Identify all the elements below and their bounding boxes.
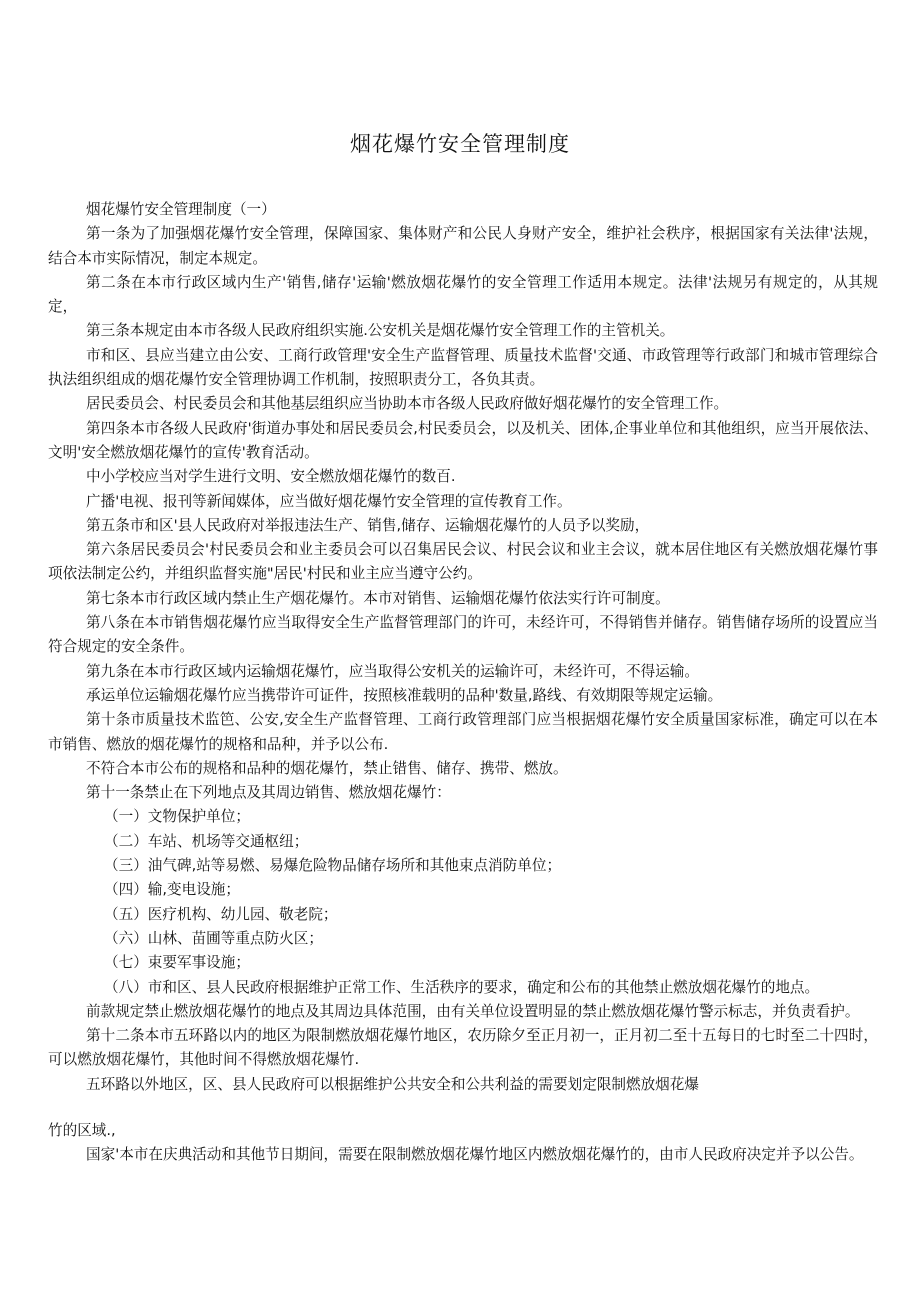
paragraph: 第七条本市行政区域内禁止生产烟花爆竹。本市对销售、运输烟花爆竹依法实行许可制度。	[86, 589, 670, 607]
continuation-line: 竹的区域.,	[48, 1121, 116, 1139]
paragraph: 承运单位运输烟花爆竹应当携带许可证件，按照核准载明的品种'数量,路线、有效期限等规定运输。	[86, 686, 723, 704]
paragraph: 第五条市和区'县人民政府对举报违法生产、销售,储存、运输烟花爆竹的人员予以奖励，	[86, 516, 650, 534]
paragraph: 第六条居民委员会'村民委员会和业主委员会可以召集居民会议、村民会议和业主会议，就本居住地区有关燃放烟花爆竹事项依法制定公约，并组织监督实施"居民'村民和业主应当遵守公约。	[48, 541, 878, 583]
list-item: （一）文物保护单位；	[104, 808, 250, 826]
page-gap	[48, 1097, 878, 1119]
list-item: （八）市和区、县人民政府根据维护正常工作、生活秩序的要求，确定和公布的其他禁止燃放烟花爆竹的地点。	[104, 978, 820, 996]
paragraph: 第十条市质量技术监笆、公安,安全生产监督管理、工商行政管理部门应当根据烟花爆竹安全质量国家标准，确定可以在本市销售、燃放的烟花爆竹的规格和品种，并予以公布.	[48, 711, 878, 753]
paragraph: 市和区、县应当建立由公安、工商行政管理'安全生产监督管理、质量技术监督'交通、市政管理等行政部门和城市管理综合执法组织组成的烟花爆竹安全管理协调工作机制，按照职责分工，各负其责。	[48, 346, 878, 389]
paragraph: 中小学校应当对学生进行文明、安全燃放烟花爆竹的数百.	[86, 468, 456, 486]
paragraph: 第二条在本市行政区域内生产'销售,储存'运输'燃放烟花爆竹的安全管理工作适用本规定。法律'法规另有规定的，从其规定，	[48, 273, 878, 316]
paragraph: 第九条在本市行政区域内运输烟花爆竹，应当取得公安机关的运输许可，未经许可，不得运输。	[86, 662, 699, 680]
paragraph: 居民委员会、村民委员会和其他基层组织应当协助本市各级人民政府做好烟花爆竹的安全管理工作。	[86, 395, 729, 413]
paragraph: 烟花爆竹安全管理制度（一）	[86, 201, 276, 218]
paragraph: 国家'本市在庆典活动和其他节日期间，需要在限制燃放烟花爆竹地区内燃放烟花爆竹的，由市人民政府决定并予以公告。	[86, 1146, 864, 1164]
paragraph: 第三条本规定由本市各级人民政府组织实施.公安机关是烟花爆竹安全管理工作的主管机关。	[86, 322, 675, 340]
list-item: （五）医疗机构、幼儿园、敬老院；	[104, 905, 338, 923]
document-title: 烟花爆竹安全管理制度	[350, 132, 570, 156]
paragraph: 第十二条本市五环路以内的地区为限制燃放烟花爆竹地区，农历除夕至正月初一，正月初二至十五每日的七时至二十四时，可以燃放烟花爆竹，其他时间不得燃放烟花爆竹.	[48, 1027, 878, 1069]
paragraph: 前款规定禁止燃放烟花爆竹的地点及其周边具体范围，由有关单位设置明显的禁止燃放烟花爆竹警示标志，并负责看护。	[86, 1002, 860, 1020]
list-item: （七）束要军事设施；	[104, 954, 250, 972]
paragraph: 第四条本市各级人民政府'街道办事处和居民委员会,村民委员会，以及机关、团体,企事业单位和其他组织，应当开展依法、文明'安全燃放烟花爆竹的宣传'教育活动。	[48, 419, 878, 461]
paragraph: 第八条在本市销售烟花爆竹应当取得安全生产监督管理部门的许可，未经许可，不得销售并储存。销售储存场所的设置应当符合规定的安全条件。	[48, 614, 878, 656]
paragraph: 五环路以外地区，区、县人民政府可以根据维护公共安全和公共利益的需要划定限制燃放烟花爆	[86, 1075, 699, 1093]
list-item: （三）油气碑,站等易燃、易爆危险物品储存场所和其他束点消防单位；	[104, 857, 562, 875]
list-item: （四）输,变电设施；	[104, 881, 240, 899]
paragraph: 第一条为了加强烟花爆竹安全管理，保障国家、集体财产和公民人身财产安全，维护社会秩序，根据国家有关法律'法规，结合本市实际情况，制定本规定。	[48, 225, 878, 267]
document-body	[48, 198, 878, 1168]
list-item: （六）山林、苗圃等重点防火区；	[104, 929, 323, 947]
paragraph: 广播'电视、报刊等新闻媒体，应当做好烟花爆竹安全管理的宣传教育工作。	[86, 492, 572, 510]
list-item: （二）车站、机场等交通枢纽；	[104, 832, 309, 850]
paragraph: 第十一条禁止在下列地点及其周边销售、燃放烟花爆竹：	[86, 784, 451, 802]
paragraph: 不符合本市公布的规格和品种的烟花爆竹，禁止错售、储存、携带、燃放。	[86, 759, 568, 777]
